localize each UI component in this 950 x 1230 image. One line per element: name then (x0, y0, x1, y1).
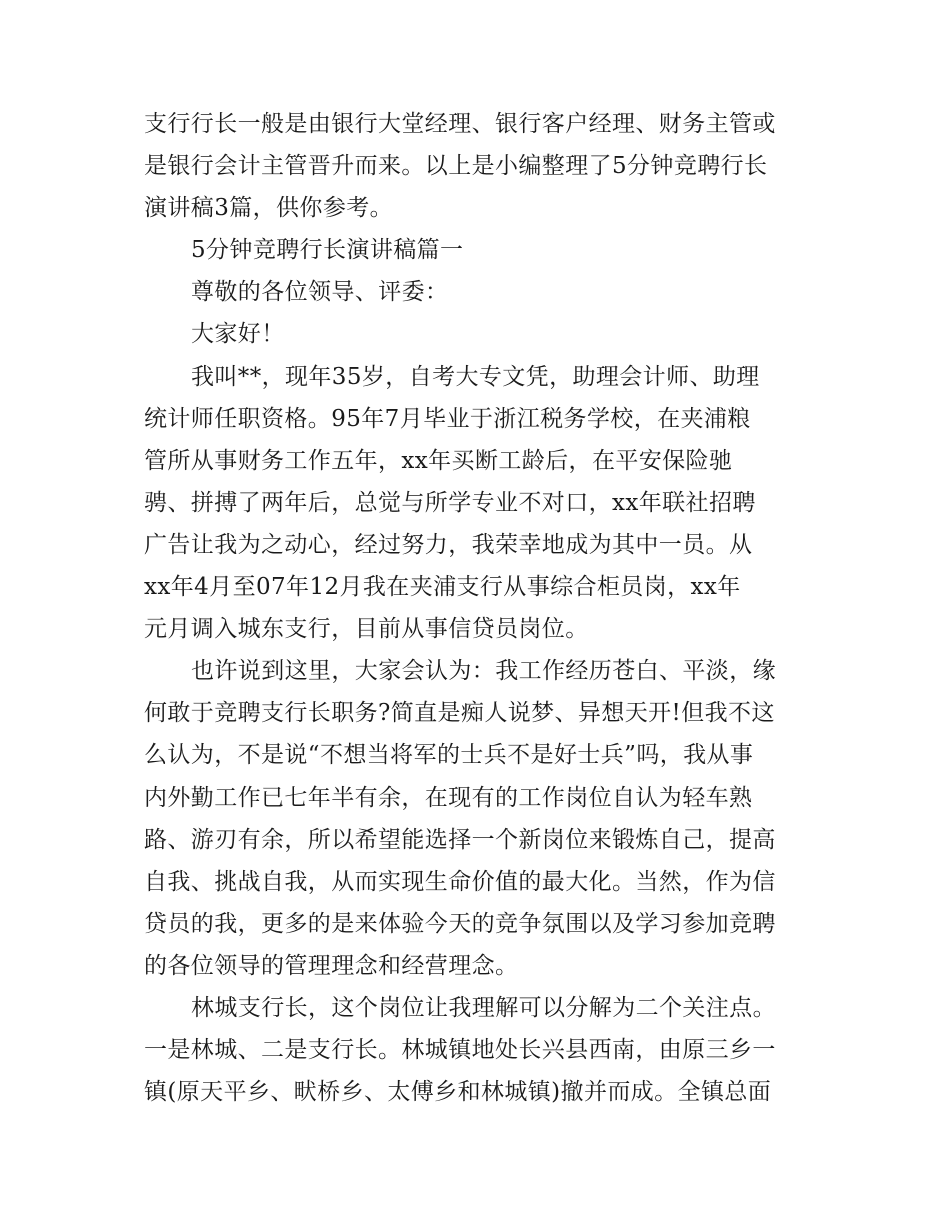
text-line: 林城支行长，这个岗位让我理解可以分解为二个关注点。 (191, 994, 776, 1021)
text-line: 我叫**，现年35岁，自考大专文凭，助理会计师、助理 (191, 363, 760, 390)
salutation: 尊敬的各位领导、评委： (191, 279, 449, 306)
text-line: 统计师任职资格。95年7月毕业于浙江税务学校，在夹浦粮 (144, 405, 751, 432)
greeting: 大家好！ (191, 321, 285, 348)
text-line: 镇(原天平乡、畎桥乡、太傅乡和林城镇)撤并而成。全镇总面 (144, 1079, 772, 1106)
text-line: 么认为，不是说“不想当将军的士兵不是好士兵”吗，我从事 (144, 742, 754, 769)
text-line: 的各位领导的管理理念和经营理念。 (144, 952, 519, 979)
text-line: 自我、挑战自我，从而实现生命价值的最大化。当然，作为信 (144, 868, 776, 895)
text-line: 一是林城、二是支行长。林城镇地处长兴县西南，由原三乡一 (144, 1037, 776, 1064)
text-line: 也许说到这里，大家会认为：我工作经历苍白、平淡，缘 (191, 658, 776, 685)
text-line: 元月调入城东支行，目前从事信贷员岗位。 (144, 616, 589, 643)
text-line: 骋、拼搏了两年后，总觉与所学专业不对口，xx年联社招聘 (144, 489, 756, 516)
text-line: 演讲稿3篇，供你参考。 (144, 195, 394, 222)
text-line: 内外勤工作已七年半有余，在现有的工作岗位自认为轻车熟 (144, 784, 753, 811)
text-line: 广告让我为之动心，经过努力，我荣幸地成为其中一员。从 (144, 531, 753, 558)
text-line: xx年4月至07年12月我在夹浦支行从事综合柜员岗，xx年 (144, 574, 741, 601)
text-line: 路、游刃有余，所以希望能选择一个新岗位来锻炼自己，提高 (144, 826, 776, 853)
text-line: 何敢于竞聘支行长职务?简直是痴人说梦、异想天开!但我不这 (144, 700, 775, 727)
section-heading: 5分钟竞聘行长演讲稿篇一 (191, 237, 464, 264)
text-line: 支行行长一般是由银行大堂经理、银行客户经理、财务主管或 (144, 111, 776, 137)
text-line: 是银行会计主管晋升而来。以上是小编整理了5分钟竞聘行长 (144, 153, 768, 180)
text-line: 管所从事财务工作五年，xx年买断工龄后，在平安保险驰 (144, 447, 733, 474)
document-body (144, 103, 812, 1113)
text-line: 贷员的我，更多的是来体验今天的竞争氛围以及学习参加竞聘 (144, 910, 776, 937)
